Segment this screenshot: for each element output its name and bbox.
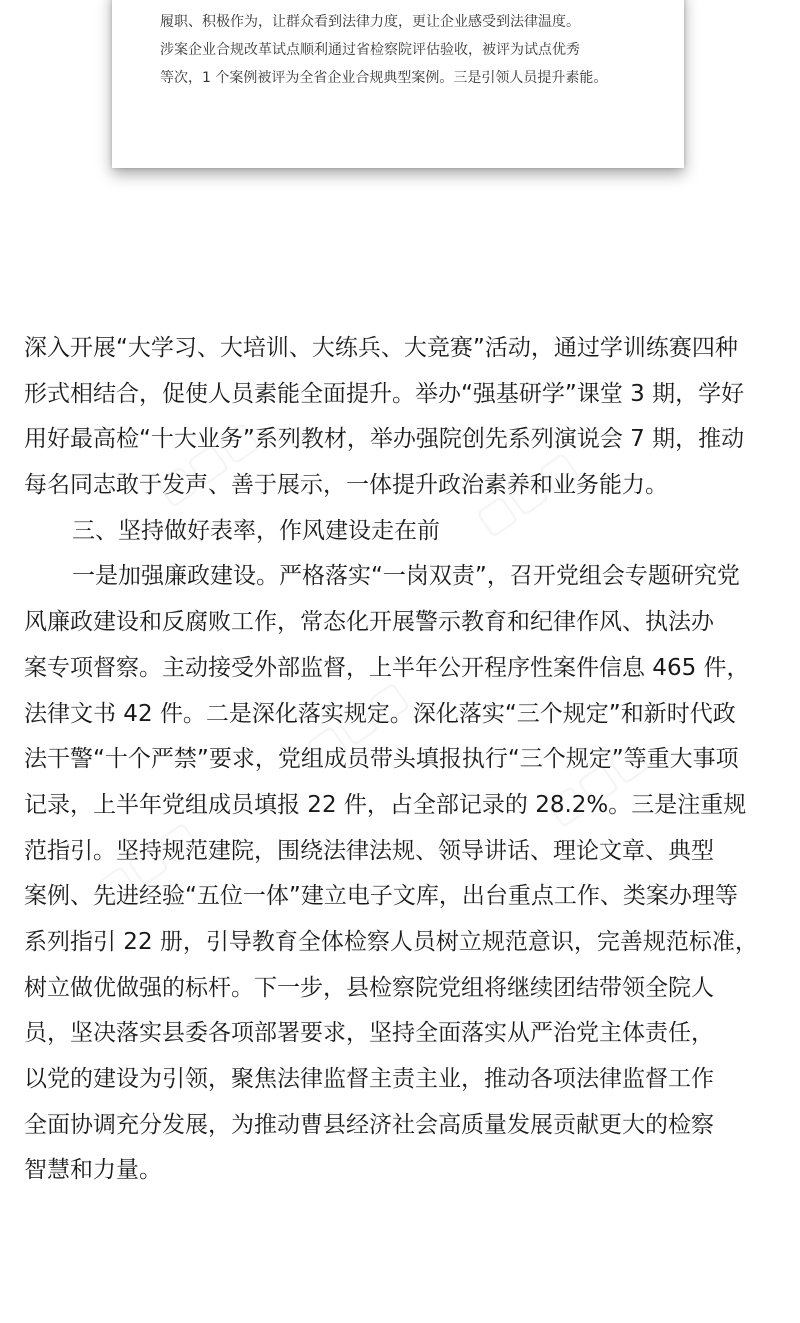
paragraph-line: 法律文书 42 件。二是深化落实规定。深化落实“三个规定”和新时代政 — [24, 700, 736, 727]
paragraph-line: 法干警“十个严禁”要求，党组成员带头填报执行“三个规定”等重大事项 — [24, 746, 739, 773]
paragraph-line: 案专项督察。主动接受外部监督，上半年公开程序性案件信息 465 件， — [24, 654, 750, 681]
paragraph-line: 范指引。坚持规范建院，围绕法律法规、领导讲话、理论文章、典型 — [24, 837, 714, 864]
watermark: ▢▢▢ — [537, 732, 656, 834]
paragraph-line: 全面协调充分发展，为推动曹县经济社会高质量发展贡献更大的检察 — [24, 1111, 714, 1138]
paragraph-line: 系列指引 22 册，引导教育全体检察人员树立规范意识，完善规范标准， — [24, 928, 758, 955]
section-heading: 三、坚持做好表率，作风建设走在前 — [72, 517, 440, 544]
body-text — [24, 326, 780, 1194]
paragraph-line: 员，坚决落实县委各项部署要求，坚持全面落实从严治党主体责任， — [24, 1020, 714, 1047]
paragraph-line: 树立做优做强的标杆。下一步，县检察院党组将继续团结带领全院人 — [24, 974, 714, 1001]
paragraph-line: 用好最高检“十大业务”系列教材，举办强院创先系列演说会 7 期，推动 — [24, 426, 745, 453]
watermark: ▢▢▢ — [297, 672, 416, 774]
watermark: ▢▢▢ — [147, 412, 266, 514]
card-line: 涉案企业合规改革试点顺利通过省检察院评估验收，被评为试点优秀 — [160, 42, 580, 58]
paragraph-line: 深入开展“大学习、大培训、大练兵、大竞赛”活动，通过学训练赛四种 — [24, 335, 738, 361]
paragraph-line: 以党的建设为引领，聚焦法律监督主责主业，推动各项法律监督工作 — [24, 1066, 714, 1092]
card-line: 履职、积极作为，让群众看到法律力度，更让企业感受到法律温度。 — [160, 14, 580, 30]
paragraph-line: 记录，上半年党组成员填报 22 件，占全部记录的 28.2%。三是注重规 — [24, 791, 747, 818]
paragraph-line: 形式相结合，促使人员素能全面提升。举办“强基研学”课堂 3 期，学好 — [24, 380, 745, 407]
card-line: 等次，1 个案例被评为全省企业合规典型案例。三是引领人员提升素能。 — [160, 70, 608, 86]
watermark: ▢▢▢ — [87, 812, 206, 914]
card-text — [160, 8, 660, 92]
paragraph-line: 每名同志敢于发声、善于展示，一体提升政治素养和业务能力。 — [24, 472, 668, 499]
paragraph-line: 案例、先进经验“五位一体”建立电子文库，出台重点工作、类案办理等 — [24, 883, 738, 910]
watermark: ▢▢▢ — [467, 442, 586, 544]
paragraph-line: 风廉政建设和反腐败工作，常态化开展警示教育和纪律作风、执法办 — [24, 609, 714, 636]
paragraph-line: 一是加强廉政建设。严格落实“一岗双责”，召开党组会专题研究党 — [72, 563, 740, 590]
document-card — [112, 0, 684, 168]
paragraph-line: 智慧和力量。 — [24, 1157, 162, 1184]
